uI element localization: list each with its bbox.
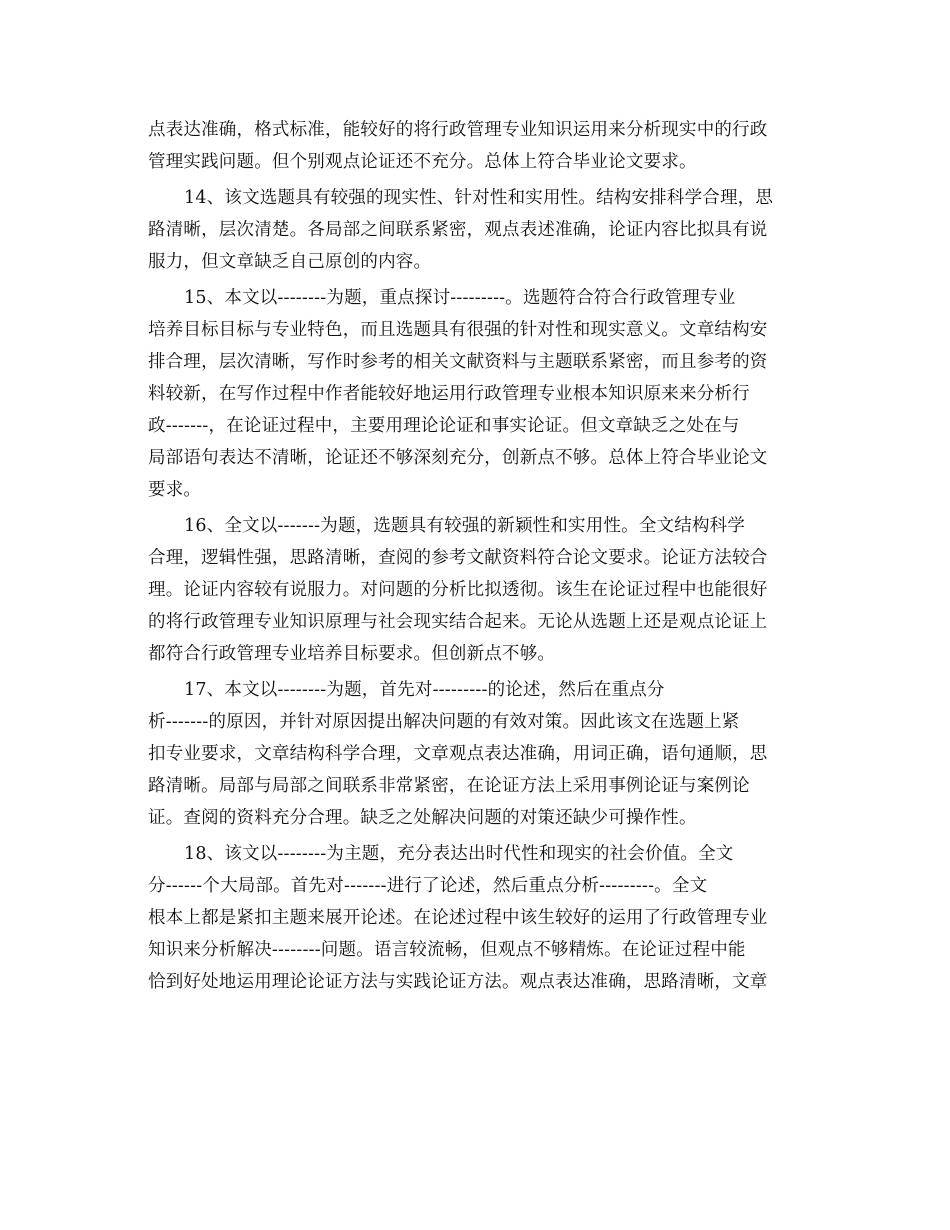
paragraph-15 <box>148 282 808 506</box>
document-page <box>148 114 808 998</box>
text-line: 合理，逻辑性强，思路清晰，查阅的参考文献资料符合论文要求。论证方法较合 <box>148 548 768 568</box>
text-line: 都符合行政管理专业培养目标要求。但创新点不够。 <box>148 644 556 664</box>
text-line: 知识来分析解决--------问题。语言较流畅，但观点不够精炼。在论证过程中能 <box>148 940 746 960</box>
text-line: 扣专业要求，文章结构科学合理，文章观点表达准确，用词正确，语句通顺，思 <box>148 744 768 764</box>
text-line: 的将行政管理专业知识原理与社会现实结合起来。无论从选题上还是观点论证上 <box>148 612 768 632</box>
text-line: 路清晰。局部与局部之间联系非常紧密，在论证方法上采用事例论证与案例论 <box>148 776 750 796</box>
text-line: 分------个大局部。首先对-------进行了论述，然后重点分析---------。全文 <box>148 876 708 896</box>
text-line: 服力，但文章缺乏自己原创的内容。 <box>148 252 432 272</box>
text-line: 恰到好处地运用理论论证方法与实践论证方法。观点表达准确，思路清晰，文章 <box>148 972 768 992</box>
text-line: 要求。 <box>148 480 202 500</box>
text-line: 16、全文以-------为题，选题具有较强的新颖性和实用性。全文结构科学 <box>184 516 746 536</box>
text-line: 排合理，层次清晰，写作时参考的相关文献资料与主题联系紧密，而且参考的资 <box>148 352 768 372</box>
text-line: 培养目标目标与专业特色，而且选题具有很强的针对性和现实意义。文章结构安 <box>148 320 768 340</box>
text-line: 点表达准确，格式标准，能较好的将行政管理专业知识运用来分析现实中的行政 <box>148 120 768 140</box>
text-line: 路清晰，层次清楚。各局部之间联系紧密，观点表述准确，论证内容比拟具有说 <box>148 220 768 240</box>
text-line: 证。查阅的资料充分合理。缺乏之处解决问题的对策还缺少可操作性。 <box>148 808 697 828</box>
text-line: 15、本文以--------为题，重点探讨---------。选题符合符合行政管理专业 <box>184 288 736 308</box>
paragraph-18 <box>148 838 808 998</box>
text-line: 析-------的原因，并针对原因提出解决问题的有效对策。因此该文在选题上紧 <box>148 712 740 732</box>
text-line: 17、本文以--------为题，首先对---------的论述，然后在重点分 <box>184 680 665 700</box>
text-line: 18、该文以--------为主题，充分表达出时代性和现实的社会价值。全文 <box>184 844 734 864</box>
text-line: 料较新，在写作过程中作者能较好地运用行政管理专业根本知识原来来分析行 <box>148 384 750 404</box>
text-line: 理。论证内容较有说服力。对问题的分析比拟透彻。该生在论证过程中也能很好 <box>148 580 768 600</box>
paragraph-continuation <box>148 114 808 178</box>
paragraph-16 <box>148 510 808 670</box>
paragraph-17 <box>148 674 808 834</box>
text-line: 管理实践问题。但个别观点论证还不充分。总体上符合毕业论文要求。 <box>148 152 697 172</box>
text-line: 根本上都是紧扣主题来展开论述。在论述过程中该生较好的运用了行政管理专业 <box>148 908 768 928</box>
paragraph-14 <box>148 182 808 278</box>
text-line: 局部语句表达不清晰，论证还不够深刻充分，创新点不够。总体上符合毕业论文 <box>148 448 768 468</box>
text-line: 14、该文选题具有较强的现实性、针对性和实用性。结构安排科学合理，思 <box>184 188 774 208</box>
text-line: 政-------，在论证过程中，主要用理论论证和事实论证。但文章缺乏之处在与 <box>148 416 740 436</box>
